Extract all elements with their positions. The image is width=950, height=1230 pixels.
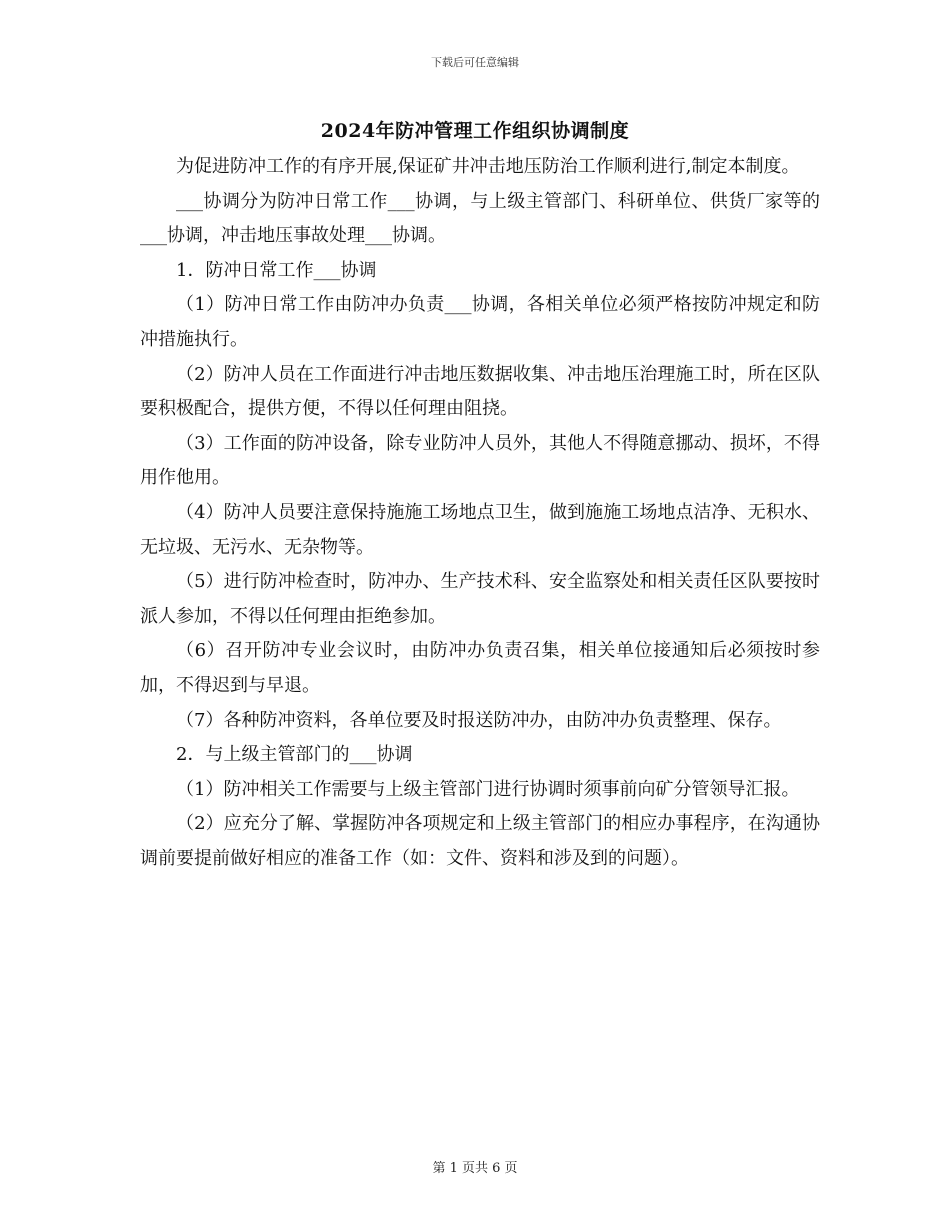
paragraph-item: （2）防冲人员在工作面进行冲击地压数据收集、冲击地压治理施工时，所在区队要积极配合，提供方便，不得以任何理由阻挠。	[140, 363, 820, 420]
section-heading-2: 2．与上级主管部门的___协调	[176, 744, 413, 766]
paragraph-scope: ___协调分为防冲日常工作___协调，与上级主管部门、科研单位、供货厂家等的___协调，冲击地压事故处理___协调。	[140, 190, 820, 247]
paragraph-item: （1）防冲日常工作由防冲办负责___协调，各相关单位必须严格按防冲规定和防冲措施执行。	[140, 294, 820, 350]
paragraph-item: （3）工作面的防冲设备，除专业防冲人员外，其他人不得随意挪动、损坏，不得用作他用。	[140, 432, 820, 489]
document-title: 2024年防冲管理工作组织协调制度	[320, 120, 630, 142]
document-body	[140, 150, 820, 876]
paragraph-item: （5）进行防冲检查时，防冲办、生产技术科、安全监察处和相关责任区队要按时派人参加，不得以任何理由拒绝参加。	[140, 571, 820, 627]
paragraph-item: （7）各种防冲资料，各单位要及时报送防冲办，由防冲办负责整理、保存。	[176, 709, 782, 731]
paragraph-item: （2）应充分了解、掌握防冲各项规定和上级主管部门的相应办事程序，在沟通协调前要提前做好相应的准备工作（如：文件、资料和涉及到的问题）。	[140, 813, 820, 869]
paragraph-item: （4）防冲人员要注意保持施施工场地点卫生，做到施施工场地点洁净、无积水、无垃圾、无污水、无杂物等。	[140, 501, 820, 558]
paragraph-item: （6）召开防冲专业会议时，由防冲办负责召集，相关单位接通知后必须按时参加，不得迟到与早退。	[140, 640, 820, 696]
paragraph-item: （1）防冲相关工作需要与上级主管部门进行协调时须事前向矿分管领导汇报。	[176, 778, 800, 800]
header-note: 下载后可任意编辑	[431, 56, 519, 69]
section-heading-1: 1．防冲日常工作___协调	[176, 259, 377, 281]
paragraph-intro: 为促进防冲工作的有序开展,保证矿井冲击地压防治工作顺利进行,制定本制度。	[176, 156, 800, 177]
page-number: 第 1 页共 6 页	[432, 1161, 518, 1176]
